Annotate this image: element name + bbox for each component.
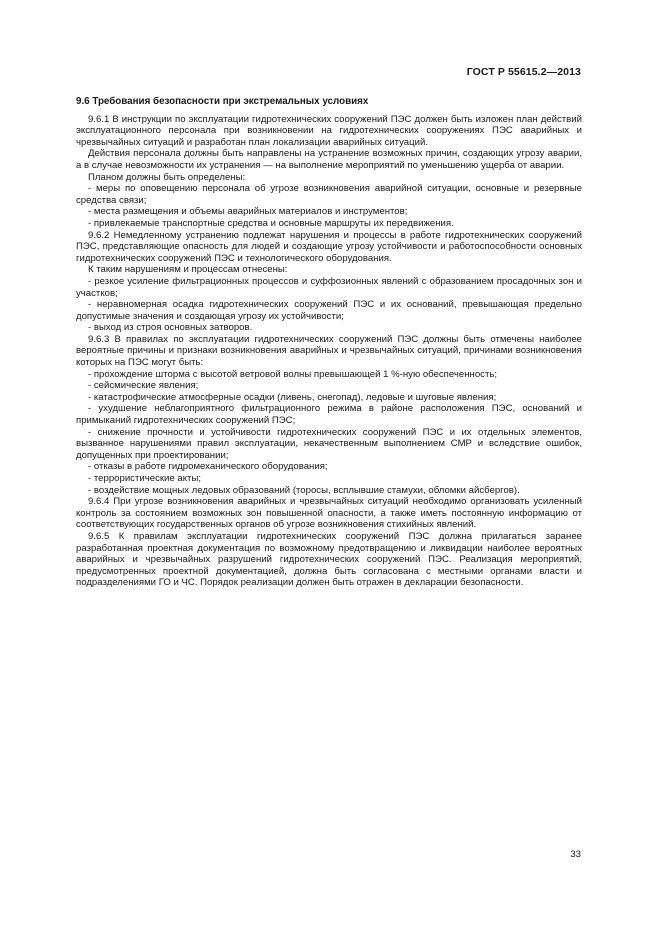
paragraph: 9.6.2 Немедленному устранению подлежат нарушения и процессы в работе гидротехнических сооружений ПЭС, представляющие опасность для людей и создающие угрозу устойчивости и работоспособности основных гидротехнических сооружений ПЭС и технологического оборудования.: [76, 229, 582, 264]
paragraph: Планом должны быть определены:: [88, 171, 246, 183]
paragraph: - ухудшение неблагоприятного фильтрационного режима в районе расположения ПЭС, оснований и примыканий гидротехнических сооружений ПЭС;: [76, 403, 582, 427]
paragraph: - неравномерная осадка гидротехнических сооружений ПЭС и их оснований, превышающая предельно допустимые значения и создающая угрозу их устойчивости;: [76, 299, 582, 322]
paragraph: - прохождение шторма с высотой ветровой волны превышающей 1 %-ную обеспеченность;: [88, 368, 498, 380]
paragraph-list: [76, 114, 582, 589]
paragraph: - места размещения и объемы аварийных материалов и инструментов;: [88, 206, 408, 218]
paragraph: - выход из строя основных затворов.: [88, 322, 253, 334]
paragraph: 9.6.3 В правилах по эксплуатации гидротехнических сооружений ПЭС должны быть отмечены наиболее вероятные причины и признаки возникновения аварийных и чрезвычайных ситуаций, причинами возникновения которых на ПЭС могут быть:: [76, 333, 582, 369]
paragraph: Действия персонала должны быть направлены на устранение возможных причин, создающих угрозу аварии, а в случае невозможности их устранения — на выполнение мероприятий по уменьшению ущерба от аварии.: [76, 148, 582, 171]
paragraph: - меры по оповещению персонала об угрозе возникновения аварийной ситуации, основные и резервные средства связи;: [76, 183, 582, 206]
page-number: 33: [570, 849, 581, 860]
paragraph: - катастрофические атмосферные осадки (ливень, снегопад), ледовые и шуговые явления;: [88, 391, 497, 403]
section-content: [76, 96, 582, 589]
paragraph: - привлекаемые транспортные средства и основные маршруты их передвижения.: [88, 217, 454, 229]
document-code: ГОСТ Р 55615.2—2013: [466, 66, 581, 78]
paragraph: 9.6.1 В инструкции по эксплуатации гидротехнических сооружений ПЭС должен быть изложен план действий эксплуатационного персонала при возникновении на гидротехнических сооружениях ПЭС аварийных и чрезвычайных ситуаций и разработан план локализации аварийных ситуаций.: [76, 113, 582, 148]
paragraph: 9.6.5 К правилам эксплуатации гидротехнических сооружений ПЭС должна прилагаться заранее разработанная проектная документация по возможному предотвращению и ликвидации наиболее вероятных аварийных и чрезвычайных разрушений гидротехнических сооружений ПЭС. Реализация мероприятий, предусмотренных проектной документацией, должна быть согласована с местными органами власти и подразделениями ГО и ЧС. Порядок реализации должен быть отражен в декларации безопасности.: [76, 530, 582, 589]
paragraph: 9.6.4 При угрозе возникновения аварийных и чрезвычайных ситуаций необходимо организовать усиленный контроль за состоянием возможных зон повышенной опасности, а также иметь постоянную информацию от соответствующих государственных органов об угрозе возникновения стихийных явлений.: [76, 496, 582, 531]
paragraph: - отказы в работе гидромеханического оборудования;: [88, 461, 328, 473]
paragraph: - резкое усиление фильтрационных процессов и суффозионных явлений с образованием просадочных зон и участков;: [76, 275, 582, 299]
section-title: 9.6 Требования безопасности при экстремальных условиях: [76, 96, 369, 107]
paragraph: - террористические акты;: [88, 473, 202, 484]
paragraph: К таким нарушениям и процессам отнесены:: [88, 264, 288, 276]
paragraph: - снижение прочности и устойчивости гидротехнических сооружений ПЭС и их отдельных элементов, вызванное нарушениями правил эксплуатации, некачественным выполнением СМР и вследствие ошибок, допущенных при проектировании;: [76, 426, 582, 461]
paragraph: - сейсмические явления;: [88, 380, 199, 392]
paragraph: - воздействие мощных ледовых образований (торосы, всплывшие стамухи, обломки айсбергов).: [88, 484, 520, 496]
